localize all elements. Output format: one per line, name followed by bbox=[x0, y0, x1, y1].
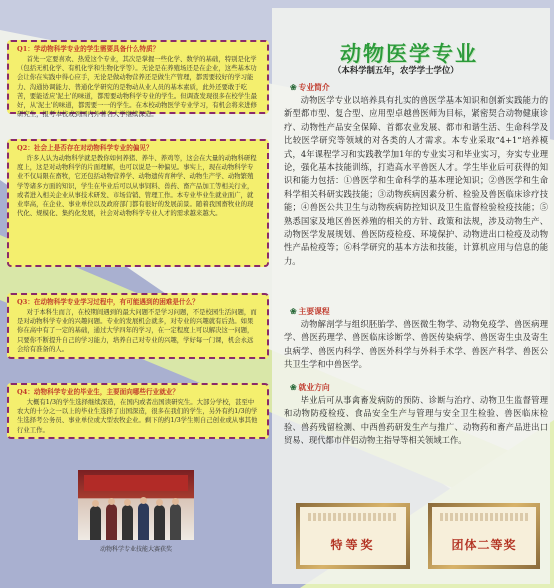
major-subtitle: （本科学制五年，农学学士学位） bbox=[333, 65, 459, 75]
qa-box-2 bbox=[7, 139, 269, 267]
leaf-icon: ❀ bbox=[290, 83, 297, 92]
qa-text: 许多人认为动物科学就是教你如何养猪、养牛、养鸡等，这会在大量的动物科研程度上，这是对动物科学的片面理解，也可以说是一种偏见。事实上，现在动物科学专业不仅局限在畜牧，它还包括动物营养学、动物遗传育种学、动物生产学、动物繁殖学等诸多方面的知识，学生在毕业后可以从事饲料、兽药、畜产品加工等相关行业，或者进入相关企业从事技术研发、市场营销、管理工作。本专业毕业生就业面广，就业率高，在企业、事业单位以及政府部门都有很好的发展前景。随着我国畜牧业的现代化、规模化、集约化发展，社会对动物科学专业人才的需求越来越大。 bbox=[17, 154, 257, 218]
courses-heading bbox=[290, 306, 330, 317]
qa-title: Q3：在动物科学专业学习过程中，有可能遇到的困难是什么？ bbox=[17, 298, 199, 306]
leaf-icon: ❀ bbox=[290, 307, 297, 316]
qa-title: Q1：学动物科学专业的学生需要具备什么特质？ bbox=[17, 45, 160, 53]
qa-box-3 bbox=[7, 293, 269, 359]
award-certificate-team-second bbox=[428, 503, 540, 569]
qa-box-4 bbox=[7, 383, 269, 439]
career-heading-label: 就业方向 bbox=[298, 383, 330, 392]
career-heading bbox=[290, 382, 330, 393]
courses-heading-label: 主要课程 bbox=[298, 307, 330, 316]
award-label: 特等奖 bbox=[330, 538, 376, 552]
qa-text: 大概有1/3的学生选择继续深造，在国内或者出国读研究生。大部分学校，甚至中农大的十分之一以上的毕业生选择了出国深造，很多在我们的学生，另外有约1/3的学生选择考公务员、事业单位或大型农牧企业。剩下的约1/3学生则自己创业或从事其他行业工作。 bbox=[17, 398, 258, 434]
photo-caption: 动物科学专业技能大赛获奖 bbox=[99, 546, 172, 553]
major-title: 动物医学专业 bbox=[340, 42, 478, 66]
qa-title: Q4：动物科学专业的毕业生，主要面向哪些行业就业？ bbox=[17, 388, 179, 396]
career-text: 毕业后可从事禽畜发病防的预防、诊断与治疗、动物卫生监督管理和动物防疫检疫、食品安全生产与管理与安全卫生检验、兽医临床检验、兽药残留检测、中西兽药研发生产与推广、动物药和畜产品进出口贸易、现代都市伴侣动物主指导等相关领域工作。 bbox=[284, 395, 548, 446]
intro-heading-label: 专业简介 bbox=[298, 83, 330, 92]
intro-heading bbox=[290, 82, 330, 93]
leaf-icon: ❀ bbox=[290, 383, 297, 392]
qa-title: Q2：社会上是否存在对动物科学专业的偏见？ bbox=[17, 144, 153, 152]
qa-text: 对于本科生而言，在校期间遇到的最大问题不是学习问题，不是校园生活问题，而是对动物科学专业的兴趣问题。专业的发展机会就多，对专业的兴趣就有后劲。如果你在高中有了一定的基础，通过大学四年的学习，在一定程度上可以解决这一问题，只要你不断提升自己的学习能力，培养自己对专业的兴趣，学好每一门课，机会永远会给有准备的人。 bbox=[17, 308, 257, 353]
intro-text: 动物医学专业以培养具有扎实的兽医学基本知识和创新实践能力的新型都市型、复合型、应用型卓越兽医师为目标，紧密契合动物健康诊疗、动物性产品安全保障、首都农业发展、都市和谐生活、生命科学及比较医学研究等领域的对各类的人才需求。本专业采取“4+1”培养模式，4年课程学习和实践教学加1年的专业实习和毕业实习，夯实专业理论，强化基本技能训练，打造高水平兽医人才。学生毕业后可获得的知识和能力包括：①兽医学和生命科学的基本理论知识；②兽医学和生命科学相关科研实践技能；③动物疾病因素分析、检验及兽医临床诊疗技能；④兽医公共卫生与动物疾病防控知识及卫生监督检验检疫技能；⑤熟悉国家及地区兽医养殖的相关的方针、政策和法规，涉及动物生产、动物医学发展规划、兽医防疫检疫、环境保护、动物进出口检疫及动物性产品检疫等；⑥科学研究的基本方法和技能，计算机应用与信息的能力。 bbox=[284, 95, 548, 266]
qa-text: 首先一定要喜欢、热爱这个专业，其次是掌握一些化学、数学的基础，特别是化学（包括无机化学、有机化学和生物化学等）。无论是在养殖场还是在企业，这些基本功会让你在实践中得心应手，无论是做动物营养还是做生产管理，都需要较好的学习能力、沟通协调能力、普通化学研究的是物动从业人员的基本素质，此外还要敢于吃苦，要能适应'泥土'的味道，都需要动物科学专业的学生。但调查发现很多在校学生最好，从'泥土'的味道，都需要一一的学生。在本校动物医学专业学习，有机会将来进修研究生，报考本校或到国内外著名大学继续深造。 bbox=[17, 55, 257, 119]
award-label: 团体二等奖 bbox=[451, 538, 517, 552]
courses-text: 动物解剖学与组织胚胎学、兽医微生物学、动物免疫学、兽医病理学、兽医药理学、兽医临床诊断学、兽医传染病学、兽医寄生虫及寄生虫病学、兽医内科学、兽医外科学与外科手术学、兽医产科学、兽医公共卫生学和中兽医学。 bbox=[284, 319, 548, 370]
award-group-photo bbox=[78, 470, 194, 540]
qa-box-1 bbox=[7, 40, 269, 119]
award-certificate-special bbox=[296, 503, 410, 569]
